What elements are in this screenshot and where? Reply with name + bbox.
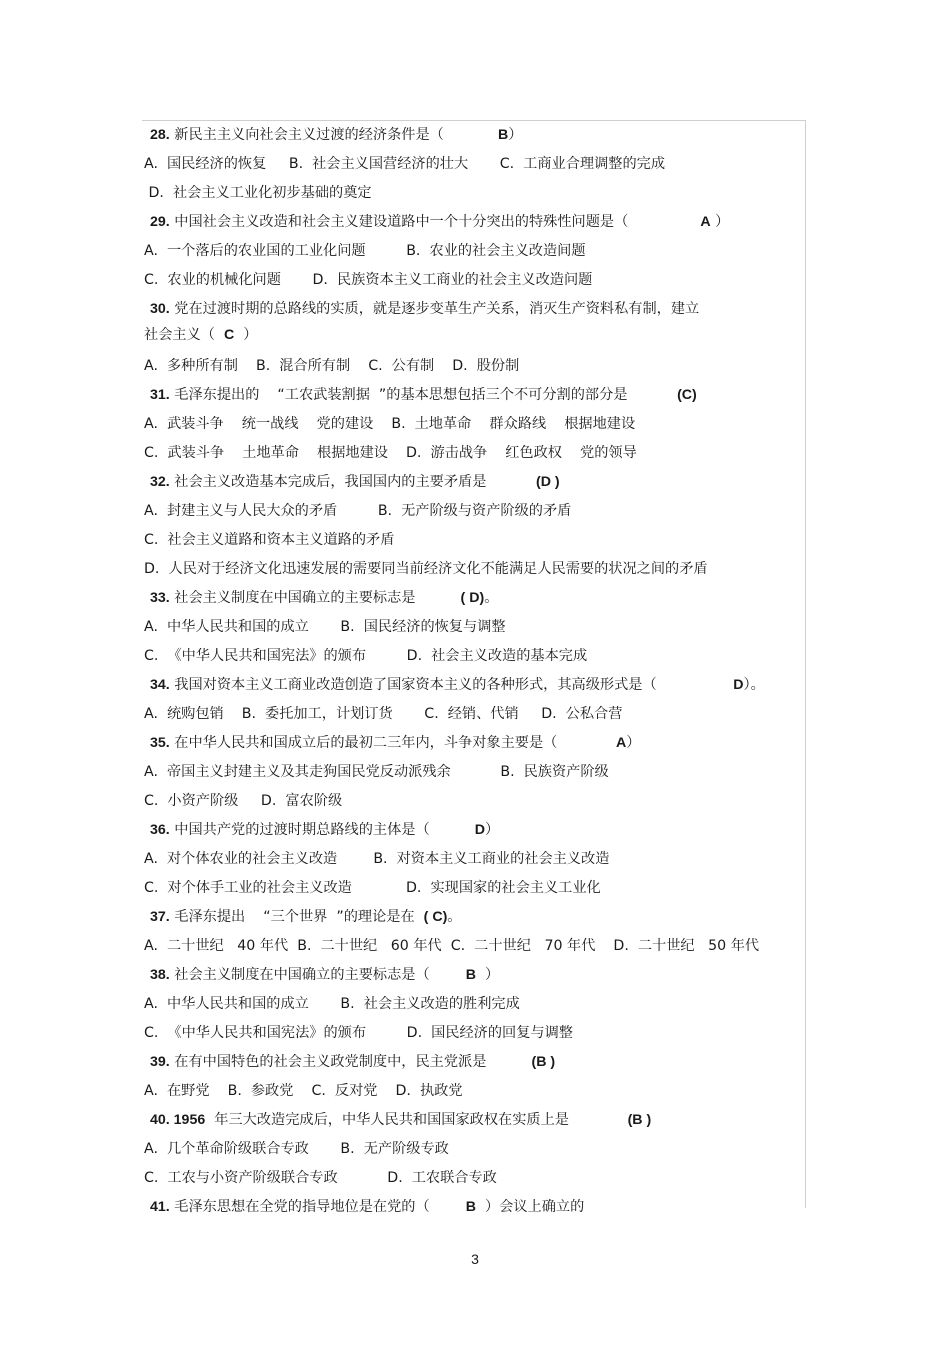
line-text: A. 帝国主义封建主义及其走狗国民党反动派残余 B. 民族资产阶级 bbox=[144, 764, 609, 780]
line-text: A. 几个革命阶级联合专政 B. 无产阶级专政 bbox=[144, 1141, 449, 1157]
question-stem bbox=[142, 472, 810, 492]
line-text: 在中华人民共和国成立后的最初二三年内，斗争对象主要是（ bbox=[174, 735, 616, 751]
answer-options bbox=[142, 241, 804, 261]
line-text: 社会主义改造基本完成后，我国国内的主要矛盾是 bbox=[174, 474, 536, 490]
question-stem bbox=[142, 212, 810, 232]
answer-key: (D ) bbox=[536, 474, 560, 490]
answer-key: A bbox=[615, 735, 627, 751]
line-text: D. 社会主义工业化初步基础的奠定 bbox=[144, 185, 372, 201]
line-text: C. 农业的机械化问题 D. 民族资本主义工商业的社会主义改造问题 bbox=[144, 272, 593, 288]
answer-options bbox=[142, 791, 804, 811]
line-text: 中国社会主义改造和社会主义建设道路中一个十分突出的特殊性问题是（ bbox=[174, 214, 701, 230]
answer-key: (C) bbox=[677, 387, 697, 403]
line-text: 毛泽东思想在全党的指导地位是在党的（ bbox=[174, 1199, 466, 1215]
question-number: 36. bbox=[150, 822, 170, 838]
answer-options bbox=[142, 762, 804, 782]
answer-key: C bbox=[223, 327, 235, 343]
answer-key: A bbox=[700, 214, 711, 230]
answer-options bbox=[142, 183, 804, 203]
line-text: 中国共产党的过渡时期总路线的主体是（ bbox=[174, 822, 475, 838]
answer-options bbox=[142, 617, 804, 637]
answer-key: ( D) bbox=[460, 590, 485, 606]
question-stem bbox=[142, 675, 810, 695]
answer-options bbox=[142, 646, 804, 666]
question-number: 41. bbox=[150, 1199, 170, 1215]
answer-key: B bbox=[465, 967, 476, 983]
line-text: 新民主主义向社会主义过渡的经济条件是（ bbox=[174, 127, 498, 143]
line-tail: ） bbox=[626, 735, 641, 751]
question-number: 31. bbox=[150, 387, 170, 403]
question-stem bbox=[142, 1110, 810, 1130]
answer-options bbox=[142, 270, 804, 290]
answer-key: D bbox=[733, 677, 744, 693]
question-stem bbox=[142, 1052, 810, 1072]
line-text: C. 武装斗争 土地革命 根据地建设 D. 游击战争 红色政权 党的领导 bbox=[144, 445, 637, 461]
answer-options bbox=[142, 414, 804, 434]
answer-key: B bbox=[465, 1199, 476, 1215]
question-number: 35. bbox=[150, 735, 170, 751]
answer-options bbox=[142, 878, 804, 898]
line-text: A. 一个落后的农业国的工业化问题 B. 农业的社会主义改造间题 bbox=[144, 243, 586, 259]
answer-options bbox=[142, 154, 804, 174]
line-text: 社会主义（ bbox=[144, 327, 224, 343]
question-stem bbox=[142, 1197, 810, 1217]
question-stem bbox=[142, 733, 810, 753]
answer-key: D bbox=[474, 822, 485, 838]
line-text: C. 小资产阶级 D. 富农阶级 bbox=[144, 793, 343, 809]
question-stem bbox=[142, 588, 810, 608]
line-text: D. 人民对于经济文化迅速发展的需要同当前经济文化不能满足人民需要的状况之间的矛盾 bbox=[144, 561, 708, 577]
question-number: 37. bbox=[150, 909, 170, 925]
line-text: A. 多种所有制 B. 混合所有制 C. 公有制 D. 股份制 bbox=[144, 358, 520, 374]
line-text: C. 对个体手工业的社会主义改造 D. 实现国家的社会主义工业化 bbox=[144, 880, 601, 896]
question-number: 28. bbox=[150, 127, 170, 143]
line-text: A. 封建主义与人民大众的矛盾 B. 无产阶级与资产阶级的矛盾 bbox=[144, 503, 572, 519]
answer-key: (B ) bbox=[627, 1112, 652, 1128]
answer-options bbox=[142, 849, 804, 869]
question-stem bbox=[142, 820, 810, 840]
page-number: 3 bbox=[471, 1251, 479, 1267]
question-stem bbox=[142, 907, 810, 927]
question-number: 40. 1956 bbox=[150, 1112, 206, 1128]
answer-options bbox=[142, 1139, 804, 1159]
answer-options bbox=[142, 356, 804, 376]
answer-key: B bbox=[497, 127, 509, 143]
answer-options bbox=[142, 501, 804, 521]
answer-options bbox=[142, 936, 804, 956]
answer-options bbox=[142, 325, 804, 345]
question-number: 30. bbox=[150, 301, 170, 317]
line-text: 社会主义制度在中国确立的主要标志是（ bbox=[174, 967, 466, 983]
line-text: A. 中华人民共和国的成立 B. 社会主义改造的胜利完成 bbox=[144, 996, 520, 1012]
answer-options bbox=[142, 704, 804, 724]
line-text: 党在过渡时期的总路线的实质，就是逐步变革生产关系，消灭生产资料私有制，建立 bbox=[174, 301, 700, 317]
answer-options bbox=[142, 1081, 804, 1101]
answer-options bbox=[142, 994, 804, 1014]
line-tail: ） bbox=[508, 127, 523, 143]
line-tail: ） bbox=[484, 822, 500, 838]
question-number: 38. bbox=[150, 967, 170, 983]
answer-key: (B ) bbox=[531, 1054, 556, 1070]
line-text: A. 在野党 B. 参政党 C. 反对党 D. 执政党 bbox=[144, 1083, 463, 1099]
question-stem bbox=[142, 965, 810, 985]
line-text: A. 武装斗争 统一战线 党的建设 B. 土地革命 群众路线 根据地建设 bbox=[144, 416, 636, 432]
line-text: C. 《中华人民共和国宪法》的颁布 D. 国民经济的回复与调整 bbox=[144, 1025, 573, 1041]
question-stem bbox=[142, 299, 810, 319]
answer-options bbox=[142, 443, 804, 463]
question-number: 33. bbox=[150, 590, 170, 606]
line-text: C. 《中华人民共和国宪法》的颁布 D. 社会主义改造的基本完成 bbox=[144, 648, 588, 664]
question-stem bbox=[142, 125, 810, 145]
line-text: 我国对资本主义工商业改造创造了国家资本主义的各种形式，其高级形式是（ bbox=[174, 677, 734, 693]
line-tail: 。 bbox=[484, 590, 499, 606]
line-text: 年三大改造完成后，中华人民共和国国家政权在实质上是 bbox=[209, 1112, 628, 1128]
line-tail: 。 bbox=[447, 909, 462, 925]
line-text: A. 二十世纪 40 年代 B. 二十世纪 60 年代 C. 二十世纪 70 年代 D. 二十世纪 50 年代 bbox=[144, 938, 760, 954]
line-text: 在有中国特色的社会主义政党制度中，民主党派是 bbox=[174, 1054, 532, 1070]
answer-key: ( C) bbox=[423, 909, 448, 925]
line-text: C. 工农与小资产阶级联合专政 D. 工农联合专政 bbox=[144, 1170, 497, 1186]
answer-options bbox=[142, 530, 804, 550]
answer-options bbox=[142, 559, 804, 579]
line-tail: ）。 bbox=[743, 677, 765, 693]
line-text: A. 国民经济的恢复 B. 社会主义国营经济的壮大 C. 工商业合理调整的完成 bbox=[144, 156, 666, 172]
answer-options bbox=[142, 1168, 804, 1188]
question-number: 39. bbox=[150, 1054, 170, 1070]
line-text: A. 统购包销 B. 委托加工，计划订货 C. 经销、代销 D. 公私合营 bbox=[144, 706, 623, 722]
question-page bbox=[142, 120, 806, 1215]
line-text: A. 对个体农业的社会主义改造 B. 对资本主义工商业的社会主义改造 bbox=[144, 851, 610, 867]
question-stem bbox=[142, 385, 810, 405]
line-text: A. 中华人民共和国的成立 B. 国民经济的恢复与调整 bbox=[144, 619, 506, 635]
answer-options bbox=[142, 1023, 804, 1043]
question-number: 29. bbox=[150, 214, 170, 230]
line-tail: ）会议上确立的 bbox=[475, 1199, 585, 1215]
line-text: 毛泽东提出的 “工农武装割据 ”的基本思想包括三个不可分割的部分是 bbox=[174, 387, 678, 403]
line-text: 社会主义制度在中国确立的主要标志是 bbox=[174, 590, 461, 606]
question-number: 34. bbox=[150, 677, 170, 693]
line-tail: ） bbox=[234, 327, 258, 343]
line-text: C. 社会主义道路和资本主义道路的矛盾 bbox=[144, 532, 395, 548]
line-text: 毛泽东提出 “三个世界 ”的理论是在 bbox=[174, 909, 424, 925]
question-number: 32. bbox=[150, 474, 170, 490]
line-tail: ） bbox=[475, 967, 500, 983]
line-tail: ） bbox=[710, 214, 730, 230]
